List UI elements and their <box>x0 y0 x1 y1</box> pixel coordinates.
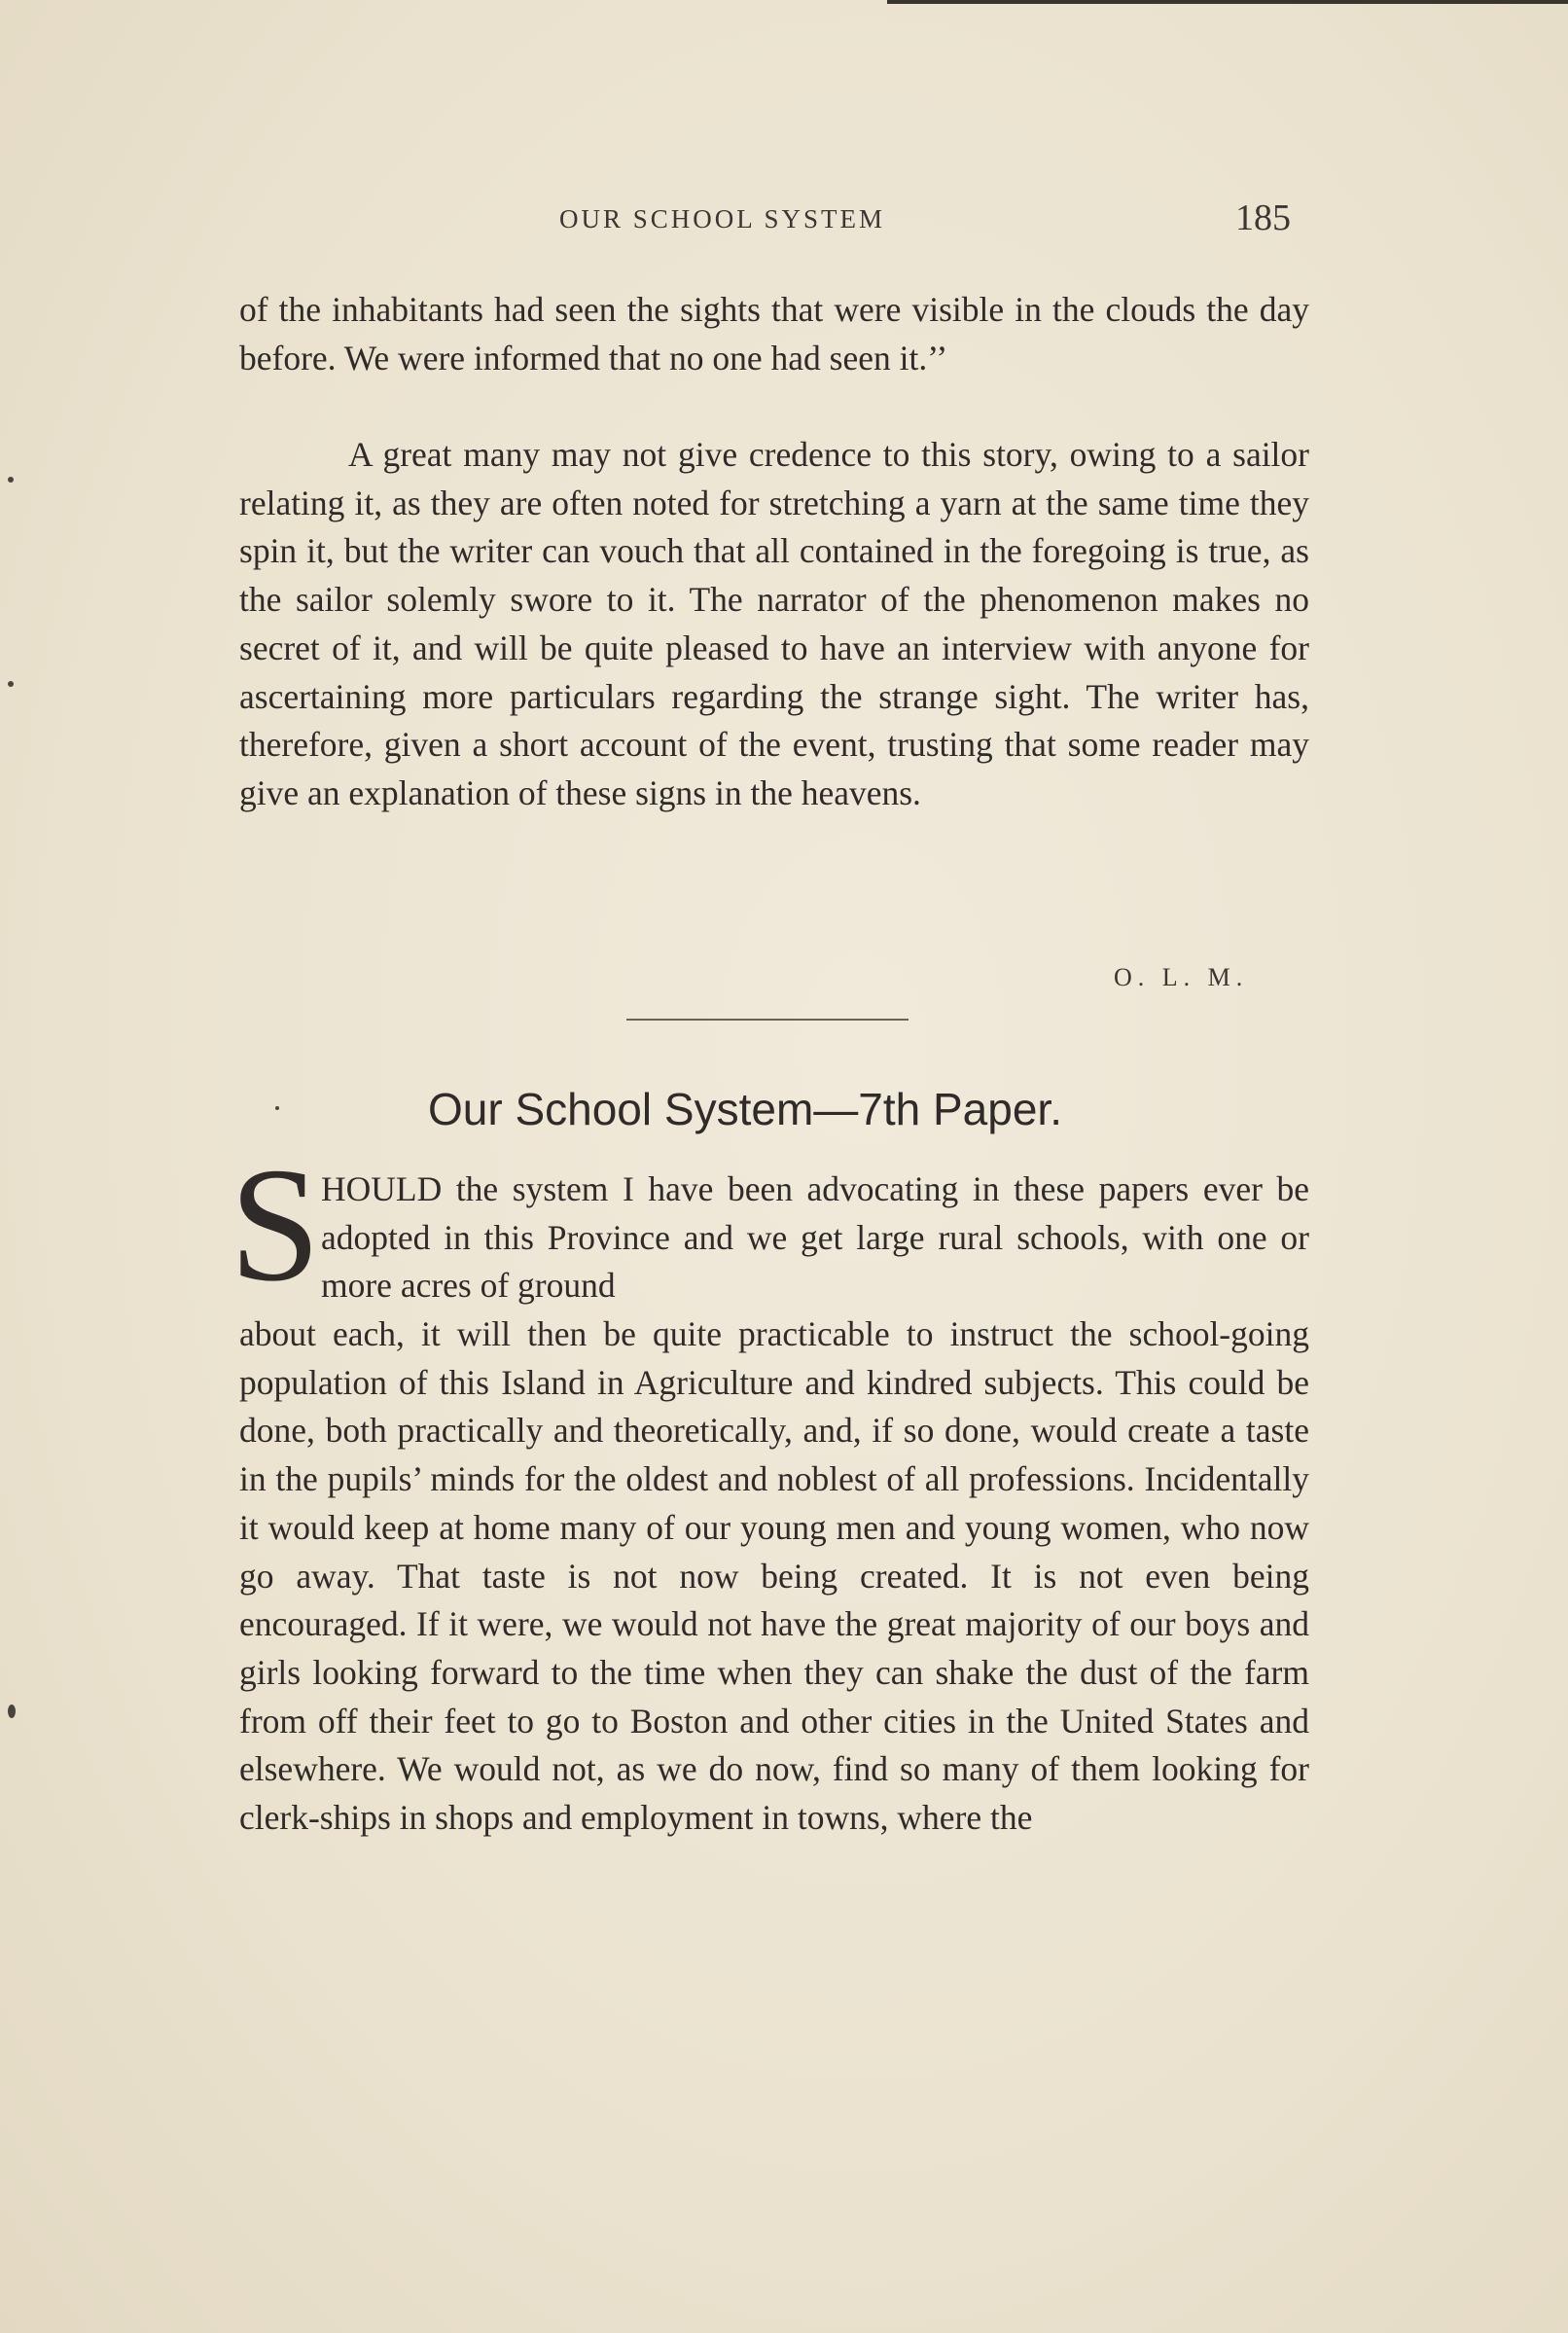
article-opening-lines: HOULD the system I have been advocating in these papers ever be adopted in this Province and we get large rural schools, with one or more acres of ground <box>321 1169 1309 1306</box>
margin-speck <box>8 477 14 483</box>
top-edge-rule <box>887 0 1568 4</box>
margin-speck <box>275 1106 279 1110</box>
margin-speck <box>8 681 14 687</box>
article-body: about each, it will then be quite practicable to instruct the school-going population of this Island in Agriculture and kindred subjects. This could be done, both practically and theoretically, and, if so done, would create a taste in the pupils’ minds for the oldest and noblest of all professions. Incidentally it would keep at home many of our young men and young women, who now go away. That taste is not now being created. It is not even being encouraged. If it were, we would not have the great majority of our boys and girls looking forward to the time when they can shake the dust of the farm from off their feet to go to Boston and other cities in the United States and elsewhere. We would not, as we do now, find so many of them looking for clerk-ships in shops and employment in towns, where the <box>239 1314 1309 1838</box>
margin-speck <box>8 1705 16 1718</box>
article-title: Our School System—7th Paper. <box>428 1084 1062 1134</box>
drop-cap: S <box>230 1134 321 1315</box>
page-number: 185 <box>1235 197 1291 238</box>
paragraph-story: A great many may not give credence to this story, owing to a sailor relating it, as they are often noted for stretching a yarn at the same time they spin it, but the writer can vouch that all contained in the foregoing is true, as the sailor solemly swore to it. The narrator of the phenomenon makes no secret of it, and will be quite pleased to have an interview with anyone for ascertaining more particulars regarding the strange sight. The writer has, therefore, given a short account of the event, trusting that some reader may give an explanation of these signs in the heavens. <box>239 435 1309 812</box>
running-head: OUR SCHOOL SYSTEM <box>559 204 886 233</box>
section-divider <box>626 1019 909 1021</box>
paragraph-continuation: of the inhabitants had seen the sights that were visible in the clouds the day before. We were informed that no one had seen it.’’ <box>239 290 1309 377</box>
author-signature: O. L. M. <box>1114 963 1249 991</box>
